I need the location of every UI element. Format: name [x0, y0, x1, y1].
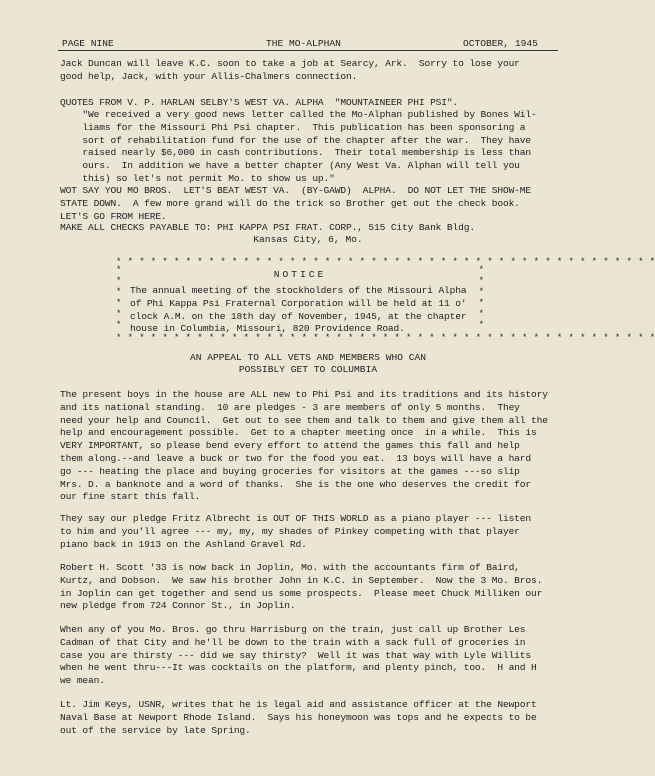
- paragraph-duncan: Jack Duncan will leave K.C. soon to take a job at Searcy, Ark. Sorry to lose your good help, Jack, with your Allis-Chalmers connection.: [60, 58, 520, 82]
- checks-line: MAKE ALL CHECKS PAYABLE TO: PHI KAPPA PSI FRAT. CORP., 515 City Bank Bldg.: [60, 222, 475, 233]
- issue-date: OCTOBER, 1945: [463, 38, 538, 49]
- notice-border-bottom: * * * * * * * * * * * * * * * * * * * * * * * * * * * * * * * * * * * * * * * * * * * * * * *: [116, 333, 655, 343]
- paragraph-harrisburg: When any of you Mo. Bros. go thru Harrisburg on the train, just call up Brother Les Cadman of that City and he'll be down to the train with a sack full of groceries in case you are thirsty --- did we say thirsty? Well it was that way with Lyle Willits when he went thru---It was cocktails on the platform, and plenty pinch, too. H and H we mean.: [60, 624, 537, 687]
- header-rule: [58, 50, 558, 51]
- quote-body: "We received a very good news letter called the Mo-Alphan published by Bones Wil- liams for the Missouri Phi Psi chapter. This publication has been sponsoring a sort of rehabilitation fund for the use of the chapter after the war. They have raised nearly $6,000 in cash contributions. Their total membership is less than ours. In addition we have a better chapter (Any West Va. Alphan will tell you this) so let's not permit Mo. to show us up.": [82, 109, 537, 184]
- appeal-heading-line2: POSSIBLY GET TO COLUMBIA: [238, 364, 378, 375]
- response-paragraph: WOT SAY YOU MO BROS. LET'S BEAT WEST VA. (BY-GAWD) ALPHA. DO NOT LET THE SHOW-ME STATE DOWN. A few more grand will do the trick so Brother get out the check book. LET'S GO FROM HERE.: [60, 185, 532, 222]
- paragraph-keys: Lt. Jim Keys, USNR, writes that he is legal aid and assistance officer at the Newport Naval Base at Newport Rhode Island. Says his honeymoon was tops and he expects to be out of the service by late Spring.: [60, 699, 537, 736]
- notice-border-left: * * * * * *: [116, 265, 122, 330]
- paragraph-pledge: They say our pledge Fritz Albrecht is OUT OF THIS WORLD as a piano player --- listen to him and you'll agree --- my, my, my shades of Pinkey competing with that player piano back in 1913 on the Ashland Gravel Rd.: [60, 513, 532, 550]
- notice-border-top: * * * * * * * * * * * * * * * * * * * * * * * * * * * * * * * * * * * * * * * * * * * * * * *: [116, 257, 655, 267]
- newsletter-title: THE MO-ALPHAN: [266, 38, 341, 49]
- paragraph-scott: Robert H. Scott '33 is now back in Joplin, Mo. with the accountants firm of Baird, Kurtz, and Dobson. We saw his brother John in K.C. in September. Now the 3 Mo. Bros. in Joplin can get together and send us some prospects. Please meet Chuck Milliken our new pledge from 724 Connor St., in Joplin.: [60, 562, 543, 612]
- checks-city: Kansas City, 6, Mo.: [253, 234, 363, 245]
- appeal-body: The present boys in the house are ALL new to Phi Psi and its traditions and its history and its national standing. 10 are pledges - 3 are members of only 5 months. They need your help and Council. Get out to see them and talk to them and give them all the help and encouragement possible. Get to a chapter meeting once in a while. This is VERY IMPORTANT, so please bend every effort to attend the games this fall and help them along.--and leave a buck or two for the food you eat. 13 boys will have a hard go --- heating the place and buying groceries for visitors at the games ---so slip Mrs. D. a banknote and a word of thanks. She is the one who deserves the credit for our fine start this fall.: [60, 389, 548, 503]
- appeal-heading-line1: AN APPEAL TO ALL VETS AND MEMBERS WHO CAN: [189, 352, 427, 363]
- notice-body: The annual meeting of the stockholders of the Missouri Alpha of Phi Kappa Psi Fraternal Corporation will be held at 11 o' clock A.M. on the 18th day of November, 1945, at the chapter house in Columbia, Missouri, 820 Providence Road.: [130, 285, 467, 335]
- notice-title: NOTICE: [273, 269, 327, 280]
- notice-border-right: * * * * * *: [478, 265, 484, 330]
- quotes-heading: QUOTES FROM V. P. HARLAN SELBY'S WEST VA. ALPHA "MOUNTAINEER PHI PSI".: [60, 97, 459, 108]
- page-number: PAGE NINE: [62, 38, 114, 49]
- notice-box: [116, 257, 655, 343]
